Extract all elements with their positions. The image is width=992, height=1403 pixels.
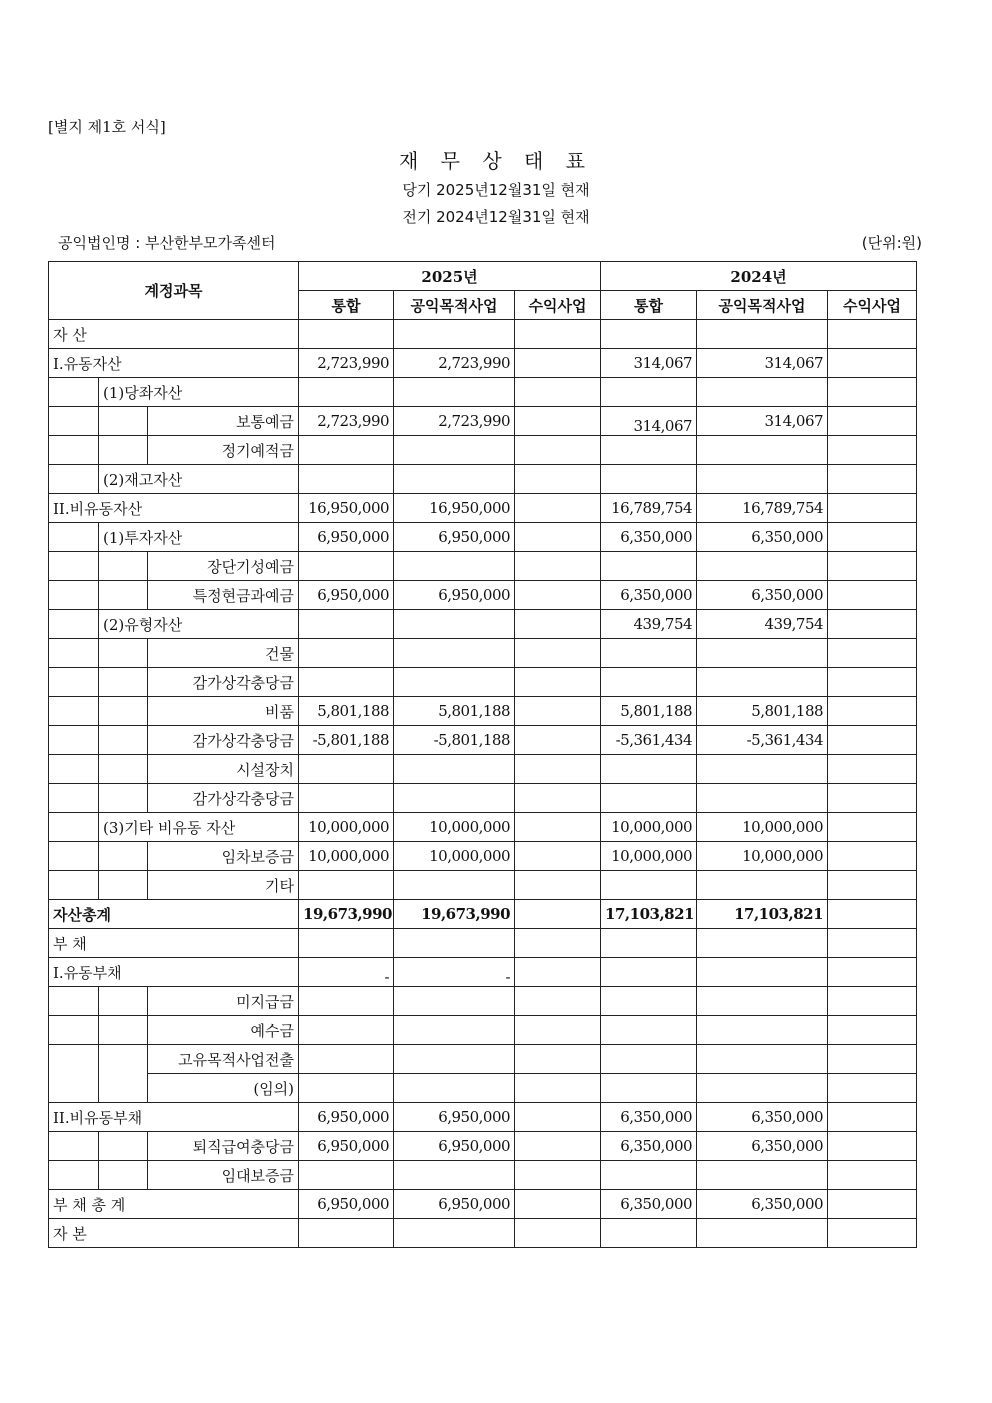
row-label: 부 채 총 계: [49, 1190, 299, 1219]
row-label: (임의): [148, 1074, 299, 1103]
row-label: 고유목적사업전출: [148, 1045, 299, 1074]
row-label: 장단기성예금: [148, 552, 299, 581]
table-row: [49, 1074, 917, 1103]
row-label: I.유동자산: [49, 349, 299, 378]
cell-value: 439,754: [697, 610, 828, 639]
cell-value: 17,103,821: [601, 900, 697, 929]
cell-value: 10,000,000: [394, 813, 515, 842]
cell-value: -: [394, 958, 515, 987]
header-prev-public: 공익목적사업: [697, 291, 828, 320]
cell-value: 314,067: [601, 407, 697, 436]
cell-value: 16,950,000: [394, 494, 515, 523]
table-row: [49, 1219, 917, 1248]
cell-value: 2,723,990: [299, 349, 394, 378]
cell-value: 6,950,000: [299, 1190, 394, 1219]
header-prev-profit: 수익사업: [828, 291, 917, 320]
table-row: [49, 1161, 917, 1190]
row-label: (1)당좌자산: [99, 378, 299, 407]
table-row: [49, 842, 917, 871]
cell-value: 5,801,188: [601, 697, 697, 726]
row-label: 퇴직급여충당금: [148, 1132, 299, 1161]
row-label: II.비유동자산: [49, 494, 299, 523]
table-row: [49, 958, 917, 987]
header-year-current: 2025년: [299, 262, 601, 291]
cell-value: 10,000,000: [299, 842, 394, 871]
table-row: [49, 929, 917, 958]
table-row: [49, 1103, 917, 1132]
row-label: 자산총계: [49, 900, 299, 929]
cell-value: 6,950,000: [394, 1132, 515, 1161]
cell-value: 6,950,000: [299, 523, 394, 552]
balance-sheet-table: [48, 261, 917, 1248]
cell-value: 10,000,000: [299, 813, 394, 842]
cell-value: 6,350,000: [601, 1132, 697, 1161]
cell-value: 5,801,188: [299, 697, 394, 726]
table-row: [49, 726, 917, 755]
cell-value: 2,723,990: [394, 407, 515, 436]
table-row: [49, 639, 917, 668]
cell-value: -: [299, 958, 394, 987]
cell-value: 6,350,000: [697, 523, 828, 552]
cell-value: 10,000,000: [601, 813, 697, 842]
cell-value: 314,067: [697, 349, 828, 378]
row-label: (3)기타 비유동 자산: [99, 813, 299, 842]
row-label: 예수금: [148, 1016, 299, 1045]
cell-value: 439,754: [601, 610, 697, 639]
table-row: [49, 697, 917, 726]
cell-value: 6,350,000: [601, 1103, 697, 1132]
cell-value: 2,723,990: [299, 407, 394, 436]
row-label: 임차보증금: [148, 842, 299, 871]
cell-value: 10,000,000: [601, 842, 697, 871]
table-row: [49, 987, 917, 1016]
cell-value: 6,950,000: [394, 1103, 515, 1132]
cell-value: 19,673,990: [394, 900, 515, 929]
cell-value: 314,067: [697, 407, 828, 436]
table-row: [49, 1016, 917, 1045]
page-title: 재 무 상 태 표: [398, 149, 594, 173]
row-label: 자 본: [49, 1219, 299, 1248]
cell-value: 6,350,000: [601, 523, 697, 552]
table-row: [49, 378, 917, 407]
cell-value: 17,103,821: [697, 900, 828, 929]
cell-value: 10,000,000: [697, 842, 828, 871]
cell-value: -5,801,188: [299, 726, 394, 755]
cell-value: -5,801,188: [394, 726, 515, 755]
header-prev-total: 통합: [601, 291, 697, 320]
cell-value: 6,350,000: [601, 1190, 697, 1219]
cell-value: 6,350,000: [601, 581, 697, 610]
row-label: 시설장치: [148, 755, 299, 784]
cell-value: 6,350,000: [697, 1103, 828, 1132]
row-label: II.비유동부채: [49, 1103, 299, 1132]
cell-value: 16,950,000: [299, 494, 394, 523]
cell-value: 6,350,000: [697, 581, 828, 610]
row-label: 자 산: [49, 320, 299, 349]
row-label: 미지급금: [148, 987, 299, 1016]
row-label: 감가상각충당금: [148, 726, 299, 755]
cell-value: 314,067: [601, 349, 697, 378]
header-cur-total: 통합: [299, 291, 394, 320]
period-current: 당기 2025년12월31일 현재: [402, 181, 590, 199]
table-row: [49, 523, 917, 552]
cell-value: 6,350,000: [697, 1190, 828, 1219]
table-row: [49, 349, 917, 378]
table-row-total-assets: [49, 900, 917, 929]
table-row: [49, 755, 917, 784]
header-cur-public: 공익목적사업: [394, 291, 515, 320]
cell-value: 10,000,000: [394, 842, 515, 871]
unit-label: (단위:원): [861, 234, 922, 252]
cell-value: -5,361,434: [601, 726, 697, 755]
row-label: (2)재고자산: [99, 465, 299, 494]
row-label: (1)투자자산: [99, 523, 299, 552]
row-label: I.유동부채: [49, 958, 299, 987]
cell-value: 5,801,188: [394, 697, 515, 726]
header-row-1: [49, 262, 917, 291]
table-row: [49, 610, 917, 639]
table-row: [49, 1132, 917, 1161]
cell-value: 16,789,754: [697, 494, 828, 523]
table-row: [49, 465, 917, 494]
table-row: [49, 871, 917, 900]
cell-value: 6,350,000: [697, 1132, 828, 1161]
cell-value: 6,950,000: [299, 581, 394, 610]
row-label: 특정현금과예금: [148, 581, 299, 610]
header-cur-profit: 수익사업: [515, 291, 601, 320]
cell-value: 6,950,000: [394, 581, 515, 610]
cell-value: 10,000,000: [697, 813, 828, 842]
row-label: 비품: [148, 697, 299, 726]
form-label: [별지 제1호 서식]: [48, 118, 166, 136]
period-prior: 전기 2024년12월31일 현재: [402, 208, 590, 226]
row-label: 보통예금: [148, 407, 299, 436]
row-label: 기타: [148, 871, 299, 900]
header-year-prior: 2024년: [601, 262, 917, 291]
table-row: [49, 1045, 917, 1074]
cell-value: 2,723,990: [394, 349, 515, 378]
table-row: [49, 552, 917, 581]
corp-name: 공익법인명 : 부산한부모가족센터: [58, 234, 276, 252]
cell-value: 5,801,188: [697, 697, 828, 726]
row-label: 감가상각충당금: [148, 668, 299, 697]
row-label: 건물: [148, 639, 299, 668]
row-label: (2)유형자산: [99, 610, 299, 639]
table-row: [49, 581, 917, 610]
cell-value: 6,950,000: [394, 1190, 515, 1219]
row-label: 정기예적금: [148, 436, 299, 465]
cell-value: -5,361,434: [697, 726, 828, 755]
cell-value: 16,789,754: [601, 494, 697, 523]
cell-value: 6,950,000: [394, 523, 515, 552]
table-row: [49, 407, 917, 436]
table-row: [49, 784, 917, 813]
header-account: 계정과목: [49, 262, 299, 320]
table-row: [49, 494, 917, 523]
cell-value: 19,673,990: [299, 900, 394, 929]
row-label: 부 채: [49, 929, 299, 958]
table-row: [49, 320, 917, 349]
row-label: 임대보증금: [148, 1161, 299, 1190]
table-row: [49, 813, 917, 842]
row-label: 감가상각충당금: [148, 784, 299, 813]
cell-value: 6,950,000: [299, 1103, 394, 1132]
table-row: [49, 436, 917, 465]
table-row-total-liabilities: [49, 1190, 917, 1219]
table-row: [49, 668, 917, 697]
cell-value: 6,950,000: [299, 1132, 394, 1161]
